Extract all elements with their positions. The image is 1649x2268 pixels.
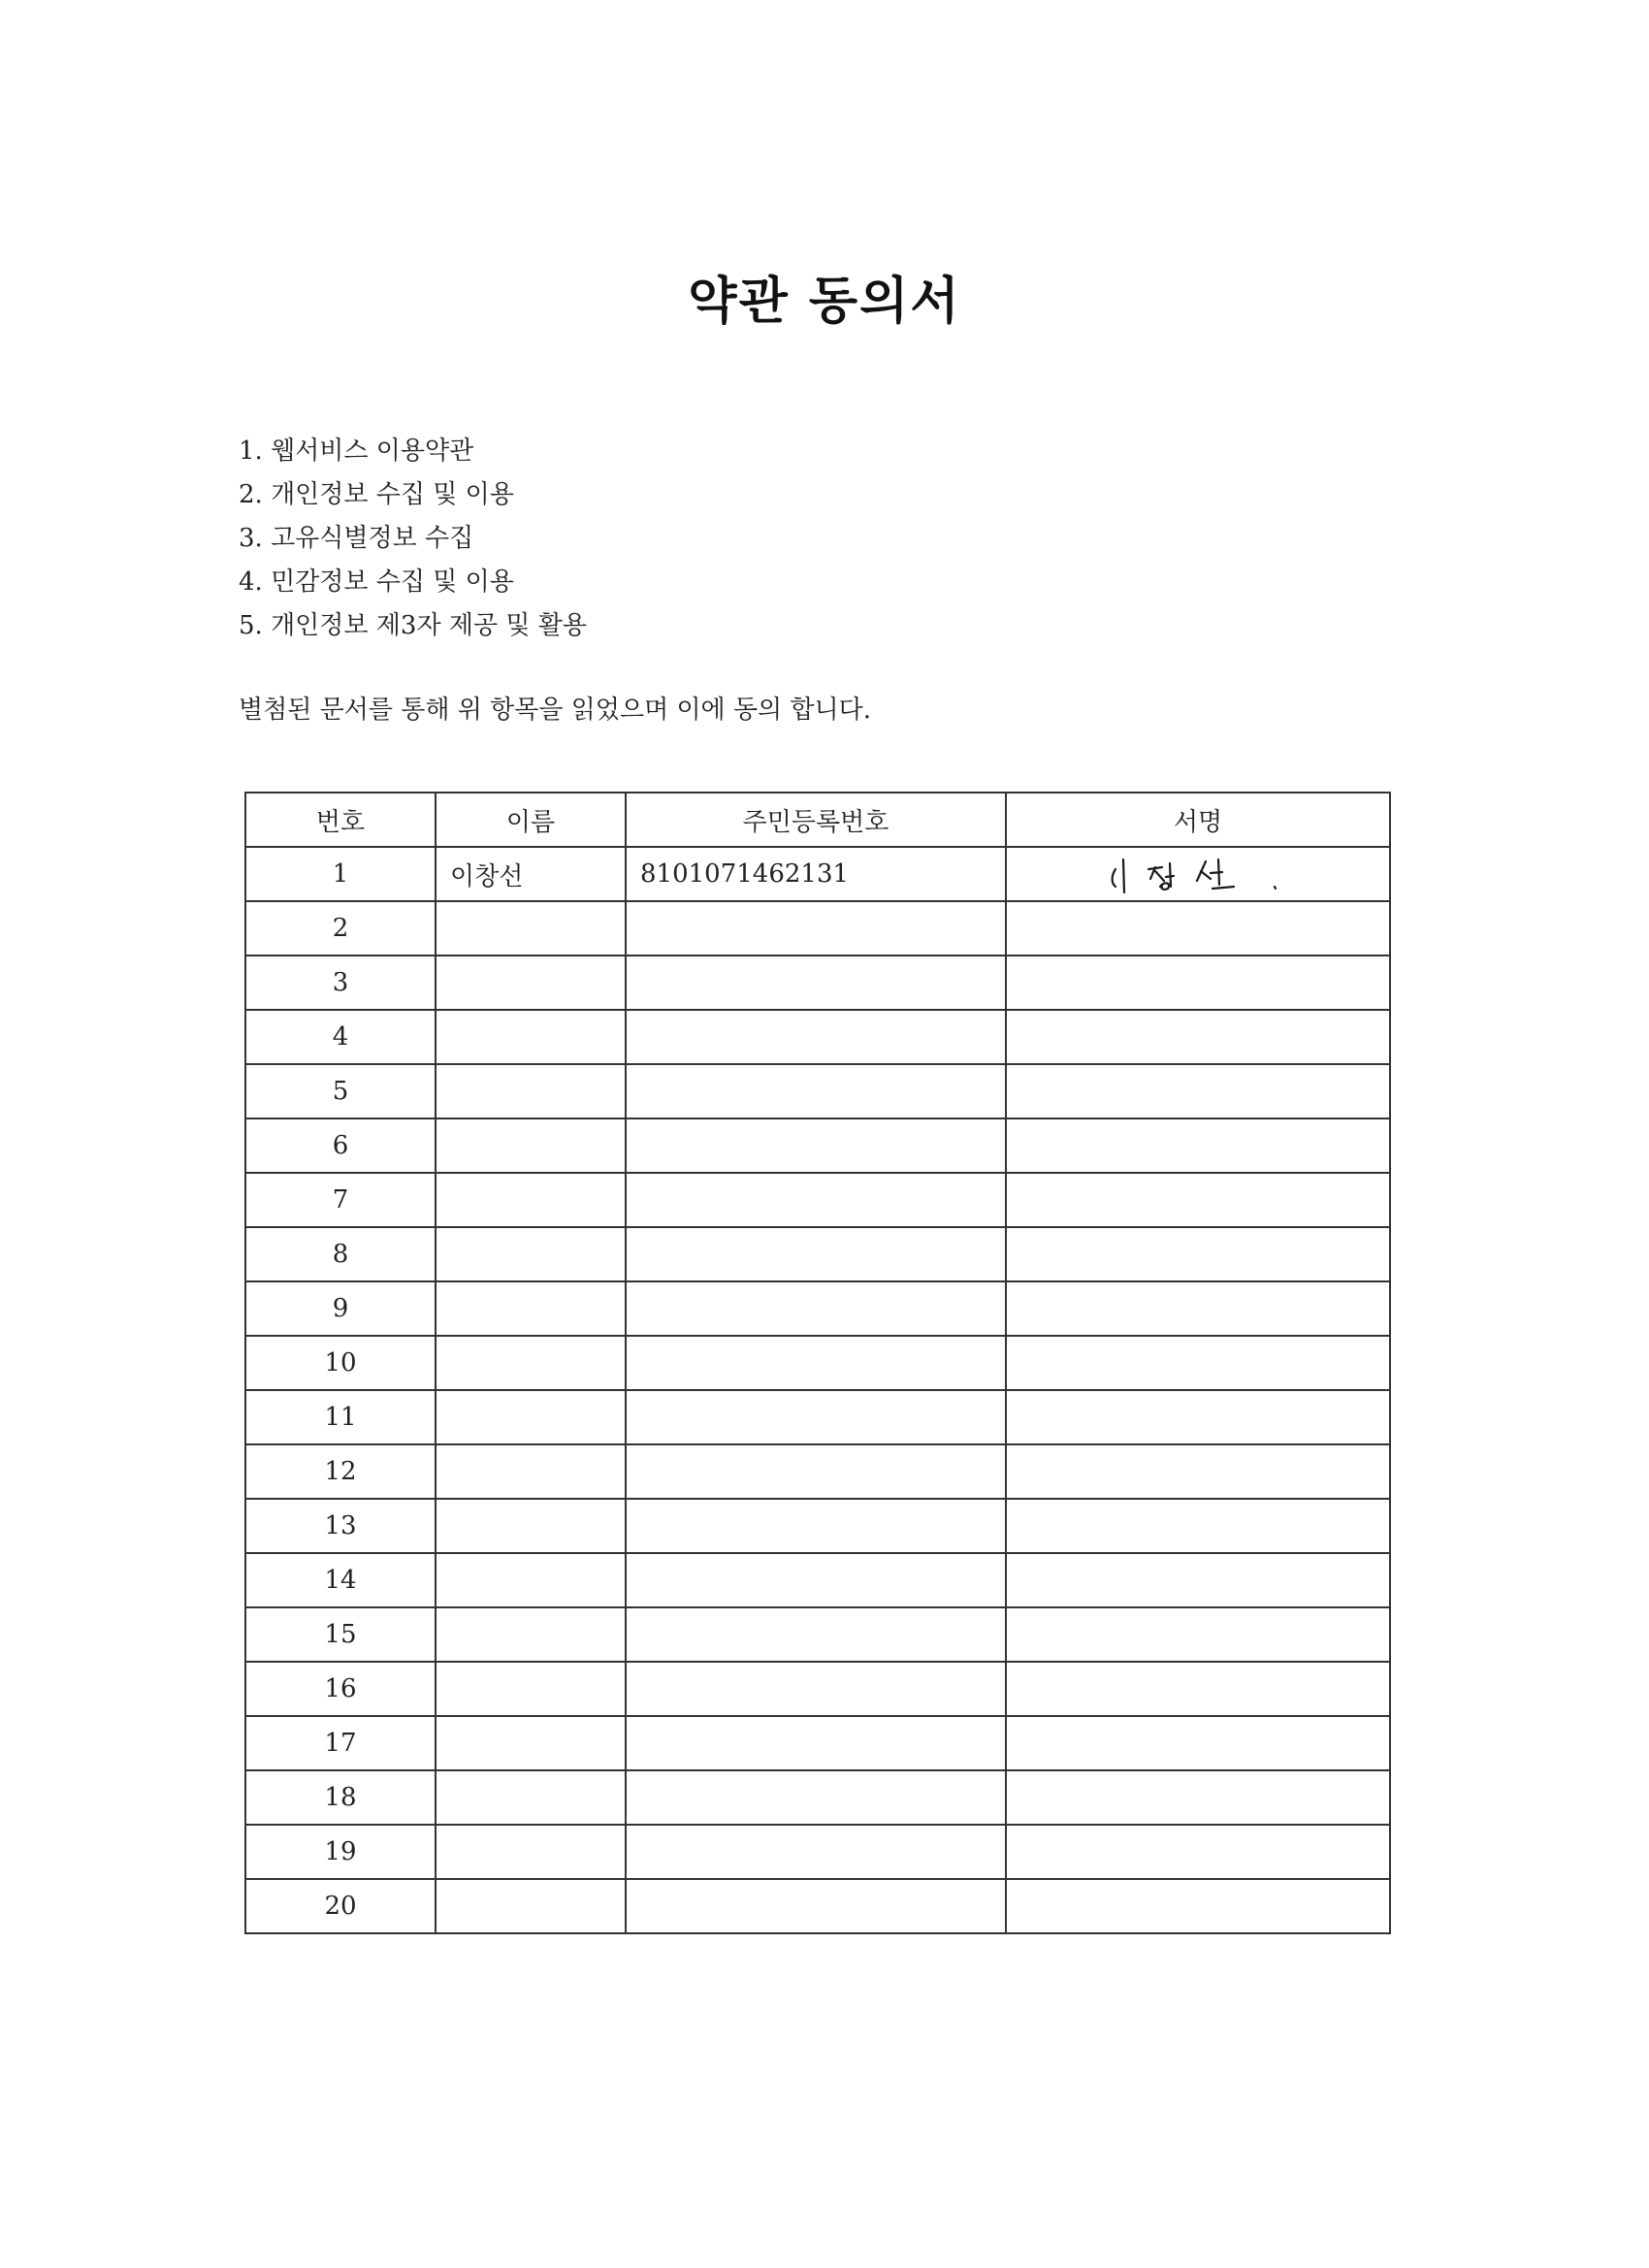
row-signature [1006, 1118, 1390, 1173]
list-item: 2. 개인정보 수집 및 이용 [239, 480, 514, 509]
row-name [436, 1499, 626, 1553]
row-id-number [626, 1879, 1006, 1933]
table-row [245, 1607, 1390, 1662]
row-signature [1006, 1064, 1390, 1118]
table-header-row [245, 793, 1390, 847]
row-id-number [626, 956, 1006, 1010]
list-item: 4. 민감정보 수집 및 이용 [239, 567, 514, 597]
row-signature [1006, 1553, 1390, 1607]
row-number: 20 [245, 1879, 436, 1933]
row-id-number [626, 1390, 1006, 1444]
row-id-number [626, 1118, 1006, 1173]
row-name [436, 1825, 626, 1879]
row-signature [1006, 1499, 1390, 1553]
row-id-number [626, 1173, 1006, 1227]
row-id-number [626, 1064, 1006, 1118]
row-signature [1006, 1010, 1390, 1064]
row-id-number [626, 1553, 1006, 1607]
row-number: 11 [245, 1390, 436, 1444]
table-row [245, 1499, 1390, 1553]
row-id-number [626, 1336, 1006, 1390]
row-name [436, 1281, 626, 1336]
table-row [245, 956, 1390, 1010]
row-id-number [626, 1770, 1006, 1825]
row-name [436, 1390, 626, 1444]
row-signature [1006, 1336, 1390, 1390]
row-signature [1006, 1227, 1390, 1281]
row-id-number [626, 1607, 1006, 1662]
row-name [436, 1064, 626, 1118]
header-number: 번호 [245, 793, 436, 847]
row-id-number [626, 1825, 1006, 1879]
row-name [436, 1227, 626, 1281]
row-id-number [626, 1010, 1006, 1064]
table-row [245, 1064, 1390, 1118]
row-number: 15 [245, 1607, 436, 1662]
row-name [436, 1173, 626, 1227]
row-signature [1006, 1716, 1390, 1770]
table-row [245, 1770, 1390, 1825]
row-number: 9 [245, 1281, 436, 1336]
row-number: 4 [245, 1010, 436, 1064]
row-id-number [626, 901, 1006, 956]
header-id-number: 주민등록번호 [626, 793, 1006, 847]
row-number: 8 [245, 1227, 436, 1281]
row-signature [1006, 1879, 1390, 1933]
row-name [436, 1010, 626, 1064]
table-row [245, 1553, 1390, 1607]
page-title: 약관 동의서 [688, 272, 961, 331]
row-name [436, 1118, 626, 1173]
row-name [436, 1553, 626, 1607]
row-number: 17 [245, 1716, 436, 1770]
table-row [245, 1227, 1390, 1281]
row-id-number [626, 1444, 1006, 1499]
consent-items-list [239, 430, 587, 648]
header-name: 이름 [436, 793, 626, 847]
row-id-number [626, 1499, 1006, 1553]
row-id-number [626, 1662, 1006, 1716]
row-signature [1006, 1390, 1390, 1444]
row-signature [1006, 1173, 1390, 1227]
table-row [245, 1173, 1390, 1227]
row-signature [1006, 1662, 1390, 1716]
table-row [245, 1662, 1390, 1716]
list-item: 3. 고유식별정보 수집 [239, 524, 474, 553]
row-name [436, 956, 626, 1010]
table-row [245, 1390, 1390, 1444]
row-number: 12 [245, 1444, 436, 1499]
row-number: 1 [245, 847, 436, 901]
row-id-number [626, 1227, 1006, 1281]
row-id-number [626, 1281, 1006, 1336]
row-number: 6 [245, 1118, 436, 1173]
table-row [245, 1118, 1390, 1173]
table-row [245, 1444, 1390, 1499]
table-row [245, 1010, 1390, 1064]
signature-table [244, 792, 1391, 1934]
row-number: 5 [245, 1064, 436, 1118]
table-row [245, 901, 1390, 956]
list-item: 1. 웹서비스 이용약관 [239, 437, 474, 466]
row-signature [1006, 1444, 1390, 1499]
row-name [436, 1336, 626, 1390]
consent-statement: 별첨된 문서를 통해 위 항목을 읽었으며 이에 동의 합니다. [239, 696, 872, 725]
row-name [436, 1662, 626, 1716]
row-number: 16 [245, 1662, 436, 1716]
table-row [245, 1716, 1390, 1770]
row-signature [1006, 901, 1390, 956]
row-signature [1006, 956, 1390, 1010]
row-number: 3 [245, 956, 436, 1010]
row-signature [1006, 847, 1390, 901]
row-number: 14 [245, 1553, 436, 1607]
row-name [436, 1716, 626, 1770]
row-number: 19 [245, 1825, 436, 1879]
row-number: 2 [245, 901, 436, 956]
handwritten-signature [1007, 848, 1387, 900]
row-number: 7 [245, 1173, 436, 1227]
header-signature: 서명 [1006, 793, 1390, 847]
row-number: 18 [245, 1770, 436, 1825]
table-row [245, 1281, 1390, 1336]
table-row [245, 847, 1390, 901]
row-name [436, 1879, 626, 1933]
row-id-number: 8101071462131 [626, 847, 1006, 901]
row-id-number [626, 1716, 1006, 1770]
row-signature [1006, 1607, 1390, 1662]
row-name [436, 901, 626, 956]
row-name [436, 1607, 626, 1662]
row-signature [1006, 1281, 1390, 1336]
row-signature [1006, 1825, 1390, 1879]
list-item: 5. 개인정보 제3자 제공 및 활용 [239, 611, 587, 640]
table-row [245, 1879, 1390, 1933]
table-row [245, 1336, 1390, 1390]
row-name [436, 1770, 626, 1825]
row-number: 10 [245, 1336, 436, 1390]
table-row [245, 1825, 1390, 1879]
row-number: 13 [245, 1499, 436, 1553]
row-signature [1006, 1770, 1390, 1825]
row-name [436, 1444, 626, 1499]
row-name: 이창선 [436, 847, 626, 901]
